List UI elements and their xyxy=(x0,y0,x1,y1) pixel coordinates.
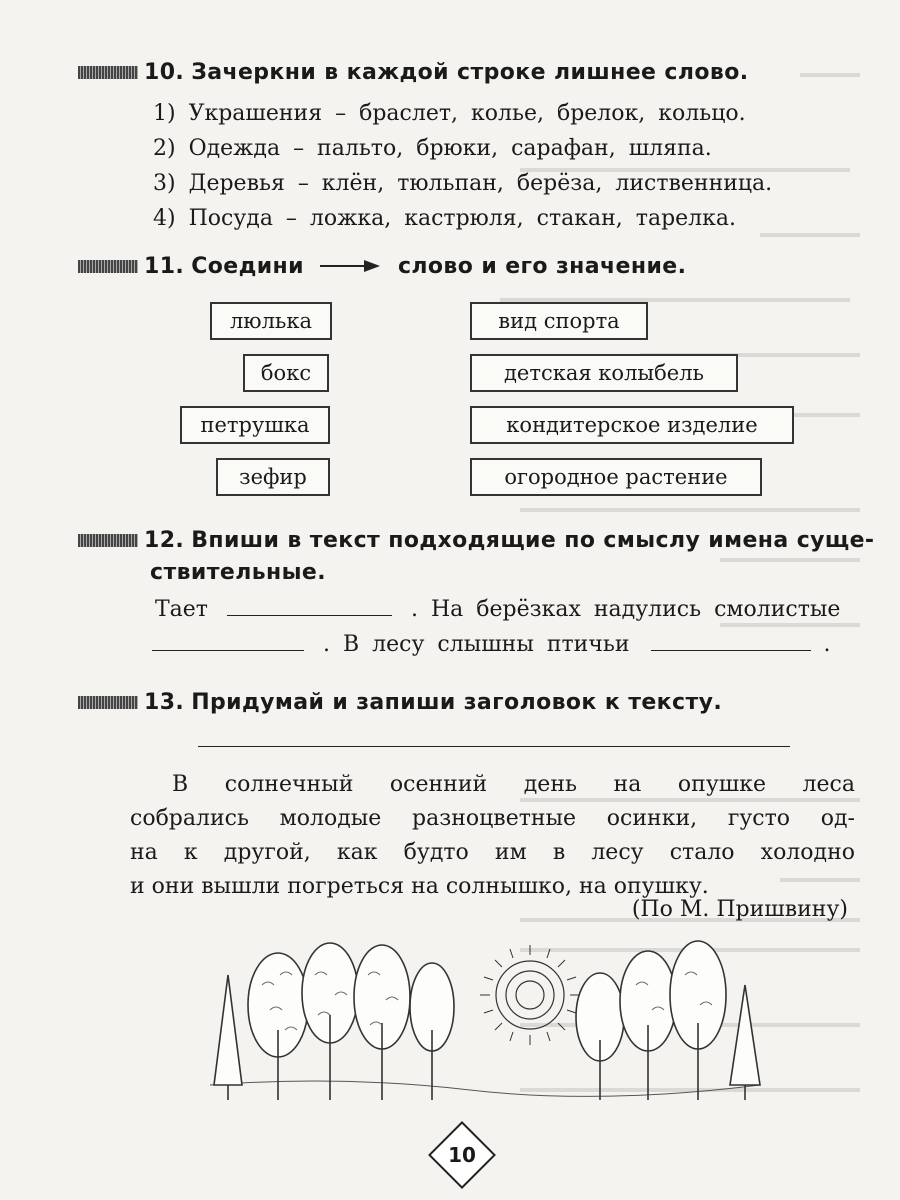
word-box[interactable]: зефир xyxy=(216,458,330,496)
task-number: 11. xyxy=(144,254,185,279)
paragraph-line: В солнечный осенний день на опушке леса xyxy=(172,772,855,797)
task-marker-icon xyxy=(78,260,138,273)
task-number: 10. xyxy=(144,60,185,85)
word-box[interactable]: бокс xyxy=(243,354,329,392)
blank-input[interactable] xyxy=(651,649,811,651)
task-instruction-end: слово и его значение. xyxy=(397,254,687,279)
task-number: 13. xyxy=(144,690,185,715)
task-instruction: Зачеркни в каждой строке лишнее слово. xyxy=(191,60,749,85)
page-number: 10 xyxy=(448,1143,476,1167)
arrow-right-icon xyxy=(320,259,382,273)
text-fragment: . На берёзках надулись смолистые xyxy=(410,597,841,622)
paragraph-line: на к другой, как будто им в лесу стало холодно xyxy=(130,840,855,865)
forest-edge-illustration xyxy=(200,935,770,1105)
list-item[interactable]: 4) Посуда – ложка, кастрюля, стакан, тарелка. xyxy=(153,206,737,231)
text-fragment: Тает xyxy=(155,597,208,622)
task-instruction: Придумай и запиши заголовок к тексту. xyxy=(191,690,723,715)
meaning-box[interactable]: огородное растение xyxy=(470,458,762,496)
list-item[interactable]: 1) Украшения – браслет, колье, брелок, кольцо. xyxy=(153,101,746,126)
task-number: 12. xyxy=(144,528,185,553)
task-12-header xyxy=(78,528,874,553)
list-item[interactable]: 2) Одежда – пальто, брюки, сарафан, шляпа. xyxy=(153,136,712,161)
fill-line-1 xyxy=(155,597,840,622)
meaning-box[interactable]: детская колыбель xyxy=(470,354,738,392)
page-number-badge xyxy=(431,1124,493,1186)
task-marker-icon xyxy=(78,66,138,79)
text-fragment: . В лесу слышны птичьи xyxy=(323,632,630,657)
meaning-box[interactable]: вид спорта xyxy=(470,302,648,340)
task-10-list xyxy=(153,96,772,236)
task-instruction-start: Соедини xyxy=(191,254,304,279)
tree-icon xyxy=(214,941,760,1100)
task-instruction: Впиши в текст подходящие по смыслу имена суще- xyxy=(191,528,875,553)
task-marker-icon xyxy=(78,534,138,547)
task-12-header-cont xyxy=(150,560,326,585)
text-fragment: . xyxy=(823,632,831,657)
list-item[interactable]: 3) Деревья – клён, тюльпан, берёза, лиственница. xyxy=(153,171,773,196)
story-paragraph xyxy=(130,768,855,904)
blank-input[interactable] xyxy=(152,649,304,651)
author-attribution: (По М. Пришвину) xyxy=(631,897,848,922)
sun-icon xyxy=(480,945,580,1045)
fill-line-2 xyxy=(152,632,831,657)
task-10-header xyxy=(78,60,748,85)
meaning-box[interactable]: кондитерское изделие xyxy=(470,406,794,444)
task-13-header xyxy=(78,690,722,715)
title-input-line[interactable] xyxy=(198,746,790,747)
task-marker-icon xyxy=(78,696,138,709)
word-box[interactable]: люлька xyxy=(210,302,332,340)
word-box[interactable]: петрушка xyxy=(180,406,330,444)
task-11-header xyxy=(78,254,686,279)
task-instruction-cont: ствительные. xyxy=(150,560,326,585)
paragraph-line: и они вышли погреться на солнышко, на опушку. xyxy=(130,874,709,899)
paragraph-line: собрались молодые разноцветные осинки, густо од- xyxy=(130,806,855,831)
blank-input[interactable] xyxy=(227,614,392,616)
